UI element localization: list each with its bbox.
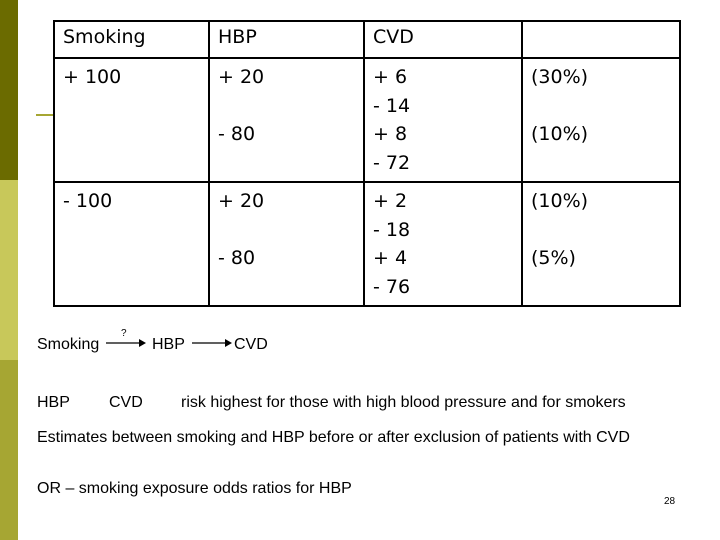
table-row — [54, 182, 680, 306]
hbp-value: + 20 — [218, 190, 265, 212]
decorative-bar-bottom — [0, 360, 18, 540]
smoking-value: - 100 — [63, 190, 113, 212]
arrowhead-icon — [139, 339, 146, 347]
cvd-value: - 14 — [373, 94, 411, 117]
header-smoking: Smoking — [54, 21, 209, 58]
cvd-value: + 8 — [373, 123, 408, 145]
hbp-value — [218, 149, 355, 178]
hbp-value — [218, 273, 355, 302]
percent-cell — [522, 182, 680, 306]
header-blank — [522, 21, 680, 58]
hbp-value: + 20 — [218, 66, 265, 88]
percent-value: (10%) — [531, 123, 589, 145]
table-row — [54, 58, 680, 182]
hbp-value: - 80 — [218, 247, 256, 269]
line2-hbp-label: HBP — [37, 394, 70, 411]
hbp-value — [218, 216, 355, 245]
hbp-cell — [209, 182, 364, 306]
table-header-row — [54, 21, 680, 58]
data-table — [53, 20, 681, 307]
diagram-hbp-label: HBP — [152, 336, 185, 353]
smoking-cell — [54, 58, 209, 182]
page-number: 28 — [664, 496, 676, 507]
percent-value: (5%) — [531, 247, 576, 269]
percent-value: (10%) — [531, 190, 589, 212]
percent-cell — [522, 58, 680, 182]
diagram-cvd-label: CVD — [234, 336, 268, 353]
hbp-value — [218, 92, 355, 121]
percent-value — [531, 149, 671, 178]
decorative-bar-top — [0, 0, 18, 180]
cvd-cell — [364, 182, 522, 306]
arrowhead-icon — [225, 339, 232, 347]
percent-value — [531, 92, 671, 121]
percent-value: (30%) — [531, 66, 589, 88]
hbp-cell — [209, 58, 364, 182]
header-cvd: CVD — [364, 21, 522, 58]
hbp-value: - 80 — [218, 123, 256, 145]
cvd-value: + 6 — [373, 66, 408, 88]
odds-ratio-note: OR – smoking exposure odds ratios for HBP — [37, 480, 352, 497]
cvd-value: - 18 — [373, 218, 411, 241]
cvd-value: + 4 — [373, 247, 408, 269]
diagram-smoking-label: Smoking — [37, 336, 100, 353]
risk-statement: risk highest for those with high blood pressure and for smokers — [181, 394, 626, 411]
percent-value — [531, 216, 671, 245]
cvd-value: + 2 — [373, 190, 408, 212]
line2-cvd-label: CVD — [109, 394, 143, 411]
cvd-cell — [364, 58, 522, 182]
estimates-paragraph: Estimates between smoking and HBP before or after exclusion of patients with CVD — [37, 429, 630, 446]
cvd-value: - 72 — [373, 151, 411, 174]
smoking-value: + 100 — [63, 66, 122, 88]
decorative-bar-middle — [0, 180, 18, 360]
diagram-question-mark: ? — [121, 328, 127, 339]
cvd-value: - 76 — [373, 275, 411, 298]
header-hbp: HBP — [209, 21, 364, 58]
smoking-cell — [54, 182, 209, 306]
percent-value — [531, 273, 671, 302]
